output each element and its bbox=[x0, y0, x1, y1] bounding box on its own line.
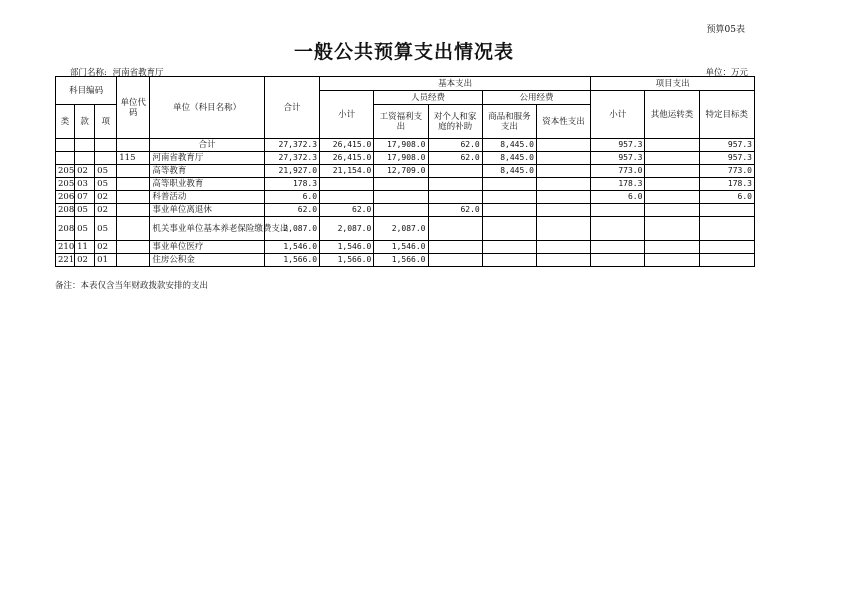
cell-unit-code bbox=[117, 139, 150, 152]
cell-personal-subsidy bbox=[428, 178, 482, 191]
cell-project-subtotal bbox=[591, 254, 645, 267]
cell-project-subtotal: 178.3 bbox=[591, 178, 645, 191]
cell-unit-code bbox=[117, 254, 150, 267]
cell-capital bbox=[536, 241, 590, 254]
cell-specific: 6.0 bbox=[699, 191, 754, 204]
cell-wages bbox=[374, 191, 428, 204]
cell-total: 178.3 bbox=[264, 178, 319, 191]
cell-basic-subtotal: 26,415.0 bbox=[320, 152, 374, 165]
header-unit-code: 单位代码 bbox=[117, 77, 150, 139]
header-basic: 基本支出 bbox=[320, 77, 591, 91]
cell-total: 62.0 bbox=[264, 204, 319, 217]
cell-unit-code bbox=[117, 204, 150, 217]
header-personnel: 人员经费 bbox=[374, 91, 482, 105]
cell-basic-subtotal: 2,087.0 bbox=[320, 217, 374, 241]
cell-xiang: 05 bbox=[95, 178, 117, 191]
cell-xiang: 02 bbox=[95, 241, 117, 254]
cell-unit-name: 事业单位离退休 bbox=[150, 204, 264, 217]
cell-other-ops bbox=[645, 254, 699, 267]
cell-capital bbox=[536, 254, 590, 267]
table-row bbox=[56, 204, 755, 217]
header-unit-name: 单位（科目名称） bbox=[150, 77, 264, 139]
cell-capital bbox=[536, 139, 590, 152]
table-row bbox=[56, 191, 755, 204]
cell-xiang: 05 bbox=[95, 165, 117, 178]
cell-lei: 221 bbox=[56, 254, 75, 267]
cell-capital bbox=[536, 191, 590, 204]
cell-project-subtotal bbox=[591, 204, 645, 217]
cell-basic-subtotal bbox=[320, 178, 374, 191]
header-basic-subtotal: 小计 bbox=[320, 91, 374, 139]
unit-label: 单位：万元 bbox=[705, 68, 748, 78]
cell-wages: 17,908.0 bbox=[374, 139, 428, 152]
cell-goods-services bbox=[482, 191, 536, 204]
cell-capital bbox=[536, 165, 590, 178]
cell-goods-services: 8,445.0 bbox=[482, 165, 536, 178]
cell-personal-subsidy bbox=[428, 217, 482, 241]
cell-capital bbox=[536, 204, 590, 217]
header-project: 项目支出 bbox=[591, 77, 755, 91]
cell-kuan bbox=[75, 139, 95, 152]
cell-xiang: 02 bbox=[95, 204, 117, 217]
cell-unit-code bbox=[117, 165, 150, 178]
header-other-ops: 其他运转类 bbox=[645, 91, 699, 139]
cell-kuan: 07 bbox=[75, 191, 95, 204]
cell-specific: 178.3 bbox=[699, 178, 754, 191]
cell-specific bbox=[699, 241, 754, 254]
table-row bbox=[56, 241, 755, 254]
cell-project-subtotal: 957.3 bbox=[591, 139, 645, 152]
cell-basic-subtotal: 1,546.0 bbox=[320, 241, 374, 254]
table-row bbox=[56, 165, 755, 178]
cell-capital bbox=[536, 152, 590, 165]
cell-other-ops bbox=[645, 191, 699, 204]
department-label: 部门名称: bbox=[70, 68, 107, 78]
cell-lei bbox=[56, 139, 75, 152]
cell-total: 1,566.0 bbox=[264, 254, 319, 267]
header-project-subtotal: 小计 bbox=[591, 91, 645, 139]
cell-other-ops bbox=[645, 217, 699, 241]
cell-personal-subsidy bbox=[428, 165, 482, 178]
cell-kuan: 03 bbox=[75, 178, 95, 191]
header-public: 公用经费 bbox=[482, 91, 590, 105]
cell-specific: 957.3 bbox=[699, 152, 754, 165]
cell-unit-name: 住房公积金 bbox=[150, 254, 264, 267]
header-lei: 类 bbox=[56, 105, 75, 139]
cell-wages bbox=[374, 204, 428, 217]
cell-project-subtotal bbox=[591, 241, 645, 254]
cell-kuan: 11 bbox=[75, 241, 95, 254]
table-row bbox=[56, 178, 755, 191]
cell-capital bbox=[536, 217, 590, 241]
header-total: 合计 bbox=[264, 77, 319, 139]
cell-kuan: 02 bbox=[75, 254, 95, 267]
cell-basic-subtotal: 21,154.0 bbox=[320, 165, 374, 178]
cell-basic-subtotal: 26,415.0 bbox=[320, 139, 374, 152]
cell-total: 6.0 bbox=[264, 191, 319, 204]
cell-unit-code bbox=[117, 241, 150, 254]
cell-basic-subtotal: 62.0 bbox=[320, 204, 374, 217]
table-row bbox=[56, 217, 755, 241]
header-capital: 资本性支出 bbox=[536, 105, 590, 139]
cell-specific bbox=[699, 217, 754, 241]
cell-capital bbox=[536, 178, 590, 191]
cell-xiang: 05 bbox=[95, 217, 117, 241]
cell-total: 1,546.0 bbox=[264, 241, 319, 254]
cell-project-subtotal: 773.0 bbox=[591, 165, 645, 178]
cell-project-subtotal bbox=[591, 217, 645, 241]
footnote: 备注：本表仅含当年财政拨款安排的支出 bbox=[55, 281, 209, 291]
cell-unit-name: 合计 bbox=[150, 139, 264, 152]
header-xiang: 项 bbox=[95, 105, 117, 139]
cell-kuan bbox=[75, 152, 95, 165]
cell-unit-name: 高等职业教育 bbox=[150, 178, 264, 191]
header-specific: 特定目标类 bbox=[699, 91, 754, 139]
cell-unit-name: 河南省教育厅 bbox=[150, 152, 264, 165]
cell-xiang: 01 bbox=[95, 254, 117, 267]
cell-kuan: 05 bbox=[75, 217, 95, 241]
cell-wages: 1,566.0 bbox=[374, 254, 428, 267]
cell-goods-services bbox=[482, 217, 536, 241]
cell-lei: 208 bbox=[56, 217, 75, 241]
cell-total: 27,372.3 bbox=[264, 139, 319, 152]
cell-unit-code: 115 bbox=[117, 152, 150, 165]
table-row bbox=[56, 139, 755, 152]
cell-other-ops bbox=[645, 241, 699, 254]
cell-lei: 206 bbox=[56, 191, 75, 204]
cell-other-ops bbox=[645, 152, 699, 165]
cell-total: 27,372.3 bbox=[264, 152, 319, 165]
page-title: 一般公共预算支出情况表 bbox=[293, 41, 514, 63]
cell-total: 2,087.0 bbox=[264, 217, 319, 241]
cell-personal-subsidy bbox=[428, 241, 482, 254]
cell-goods-services bbox=[482, 254, 536, 267]
header-personal-subsidy: 对个人和家庭的补助 bbox=[428, 105, 482, 139]
cell-kuan: 05 bbox=[75, 204, 95, 217]
cell-goods-services bbox=[482, 178, 536, 191]
cell-wages: 12,709.0 bbox=[374, 165, 428, 178]
cell-personal-subsidy bbox=[428, 254, 482, 267]
cell-wages: 17,908.0 bbox=[374, 152, 428, 165]
cell-basic-subtotal bbox=[320, 191, 374, 204]
cell-xiang bbox=[95, 139, 117, 152]
cell-personal-subsidy: 62.0 bbox=[428, 204, 482, 217]
cell-project-subtotal: 957.3 bbox=[591, 152, 645, 165]
department-name: 河南省教育厅 bbox=[112, 68, 164, 78]
cell-other-ops bbox=[645, 204, 699, 217]
cell-lei: 205 bbox=[56, 165, 75, 178]
header-wages: 工资福利支出 bbox=[374, 105, 428, 139]
cell-goods-services: 8,445.0 bbox=[482, 152, 536, 165]
cell-other-ops bbox=[645, 139, 699, 152]
cell-project-subtotal: 6.0 bbox=[591, 191, 645, 204]
cell-lei: 210 bbox=[56, 241, 75, 254]
cell-personal-subsidy: 62.0 bbox=[428, 152, 482, 165]
cell-specific: 773.0 bbox=[699, 165, 754, 178]
cell-specific bbox=[699, 254, 754, 267]
cell-wages: 1,546.0 bbox=[374, 241, 428, 254]
cell-unit-name: 事业单位医疗 bbox=[150, 241, 264, 254]
cell-unit-code bbox=[117, 217, 150, 241]
budget-table bbox=[55, 76, 755, 267]
cell-lei: 205 bbox=[56, 178, 75, 191]
cell-specific: 957.3 bbox=[699, 139, 754, 152]
cell-goods-services bbox=[482, 241, 536, 254]
cell-unit-name: 机关事业单位基本养老保险缴费支出 bbox=[150, 217, 264, 241]
cell-personal-subsidy: 62.0 bbox=[428, 139, 482, 152]
cell-other-ops bbox=[645, 165, 699, 178]
cell-unit-code bbox=[117, 191, 150, 204]
cell-goods-services: 8,445.0 bbox=[482, 139, 536, 152]
cell-personal-subsidy bbox=[428, 191, 482, 204]
form-number: 预算05表 bbox=[706, 25, 745, 35]
cell-unit-code bbox=[117, 178, 150, 191]
header-kuan: 款 bbox=[75, 105, 95, 139]
table-row bbox=[56, 152, 755, 165]
cell-specific bbox=[699, 204, 754, 217]
cell-xiang bbox=[95, 152, 117, 165]
cell-total: 21,927.0 bbox=[264, 165, 319, 178]
cell-lei bbox=[56, 152, 75, 165]
cell-wages: 2,087.0 bbox=[374, 217, 428, 241]
cell-wages bbox=[374, 178, 428, 191]
cell-lei: 208 bbox=[56, 204, 75, 217]
cell-unit-name: 高等教育 bbox=[150, 165, 264, 178]
cell-basic-subtotal: 1,566.0 bbox=[320, 254, 374, 267]
cell-goods-services bbox=[482, 204, 536, 217]
header-goods-services: 商品和服务支出 bbox=[482, 105, 536, 139]
cell-kuan: 02 bbox=[75, 165, 95, 178]
cell-unit-name: 科普活动 bbox=[150, 191, 264, 204]
cell-other-ops bbox=[645, 178, 699, 191]
table-row bbox=[56, 254, 755, 267]
header-subject-code: 科目编码 bbox=[56, 77, 117, 105]
cell-xiang: 02 bbox=[95, 191, 117, 204]
